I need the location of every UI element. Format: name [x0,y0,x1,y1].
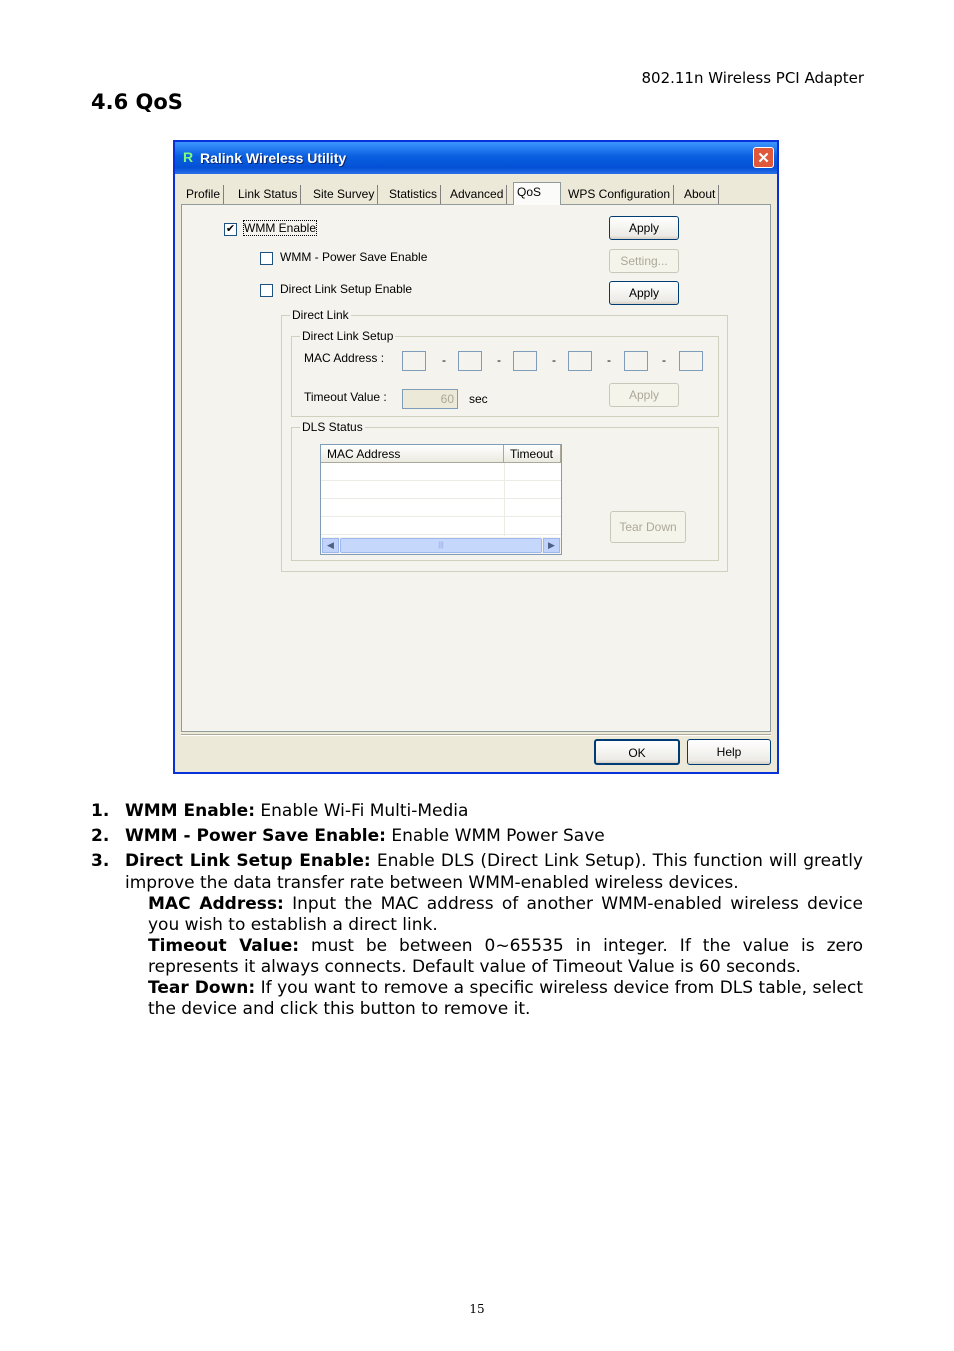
mac-separator: - [552,353,556,367]
mac-octet-2-input[interactable] [458,351,482,371]
sub-item-term: Tear Down: [148,978,256,998]
table-row[interactable] [321,499,561,517]
scroll-right-arrow-icon[interactable]: ▶ [543,538,560,553]
apply-direct-link-button[interactable]: Apply [609,383,679,407]
ralink-logo-icon: R [182,149,194,165]
mac-separator: - [442,353,446,367]
table-row[interactable] [321,517,561,535]
ok-button[interactable]: OK [594,739,680,765]
document-header: 802.11n Wireless PCI Adapter [641,69,864,87]
qos-panel [181,204,771,732]
tab-advanced[interactable]: Advanced [447,185,507,204]
direct-link-setup-label[interactable]: Direct Link Setup Enable [280,282,413,296]
tab-about[interactable]: About [681,185,719,204]
dls-status-group [291,420,719,561]
ralink-utility-window [173,140,779,774]
item-term: Direct Link Setup Enable: [125,851,371,871]
item-description: Enable WMM Power Save [385,826,605,846]
direct-link-setup-group-label: Direct Link Setup [302,329,394,343]
timeout-value-label: Timeout Value : [304,390,387,404]
column-header-timeout[interactable]: Timeout [504,445,561,463]
item-description: Enable DLS (Direct Link Setup). This function will greatly improve the data transfer rate between WMM-enabled wireless devices. [125,851,863,893]
direct-link-group [281,308,728,572]
tab-qos[interactable]: QoS [513,182,561,205]
dls-status-table[interactable] [320,444,562,555]
mac-octet-3-input[interactable] [513,351,537,371]
list-item [91,850,863,1020]
mac-separator: - [497,353,501,367]
dls-status-group-label: DLS Status [302,420,363,434]
sub-item [148,978,863,1020]
mac-octet-5-input[interactable] [624,351,648,371]
apply-wmm-button[interactable]: Apply [609,216,679,240]
sub-item-list [125,894,863,1020]
wmm-enable-checkbox[interactable]: ✔ [225,223,236,235]
item-number: 3. [91,851,110,871]
table-row[interactable] [321,463,561,481]
column-divider [504,463,505,536]
wmm-enable-label[interactable]: WMM Enable [244,221,317,235]
sub-item-description: must be between 0~65535 in integer. If the value is zero represents it always connects. Default value of Timeout Value is 60 seconds. [148,936,864,977]
mac-octet-1-input[interactable] [402,351,426,371]
tab-site-survey[interactable]: Site Survey [310,185,378,204]
mac-separator: - [662,353,666,367]
mac-address-label: MAC Address : [304,351,385,365]
section-title: 4.6 QoS [91,90,183,114]
direct-link-setup-checkbox[interactable] [260,284,273,297]
mac-separator: - [607,353,611,367]
tab-profile[interactable]: Profile [183,185,224,204]
column-header-mac-address[interactable]: MAC Address [321,445,504,463]
page-number: 15 [469,1302,485,1316]
timeout-value-input[interactable]: 60 [402,389,458,409]
window-title: Ralink Wireless Utility [200,150,347,166]
list-item [91,825,863,847]
sub-item [148,894,863,936]
item-term: WMM - Power Save Enable: [125,826,386,846]
tab-statistics[interactable]: Statistics [386,185,441,204]
mac-octet-4-input[interactable] [568,351,592,371]
item-term: WMM Enable: [125,801,256,821]
apply-dls-button[interactable]: Apply [609,281,679,305]
list-item [91,800,863,822]
tear-down-button[interactable]: Tear Down [610,511,686,543]
mac-octet-6-input[interactable] [679,351,703,371]
scroll-left-arrow-icon[interactable]: ◀ [322,538,339,553]
table-row[interactable] [321,481,561,499]
scroll-thumb[interactable]: ||| [340,538,542,553]
title-bar[interactable] [175,142,777,174]
direct-link-group-label: Direct Link [292,308,349,322]
tab-strip [183,183,769,205]
bottom-separator [181,734,771,736]
sub-item [148,936,863,978]
item-number: 1. [91,801,110,821]
wmm-power-save-checkbox[interactable] [260,252,273,265]
tab-wps-configuration[interactable]: WPS Configuration [565,185,674,204]
item-description: Enable Wi-Fi Multi-Media [255,801,469,821]
horizontal-scrollbar[interactable] [321,537,561,554]
setting-button[interactable]: Setting... [609,249,679,273]
wmm-power-save-label[interactable]: WMM - Power Save Enable [280,250,428,264]
timeout-unit-label: sec [469,392,488,406]
sub-item-description: If you want to remove a specific wireless device from DLS table, select the device and click this button to remove it. [148,978,863,1019]
sub-item-description: Input the MAC address of another WMM-enabled wireless device you wish to establish a direct link. [148,894,863,935]
feature-description-list [91,800,863,1023]
sub-item-term: MAC Address: [148,894,284,914]
direct-link-setup-group [291,329,719,417]
sub-item-term: Timeout Value: [148,936,300,956]
tab-link-status[interactable]: Link Status [235,185,301,204]
item-number: 2. [91,826,110,846]
close-button[interactable]: ✕ [753,147,774,168]
help-button[interactable]: Help [687,739,771,765]
